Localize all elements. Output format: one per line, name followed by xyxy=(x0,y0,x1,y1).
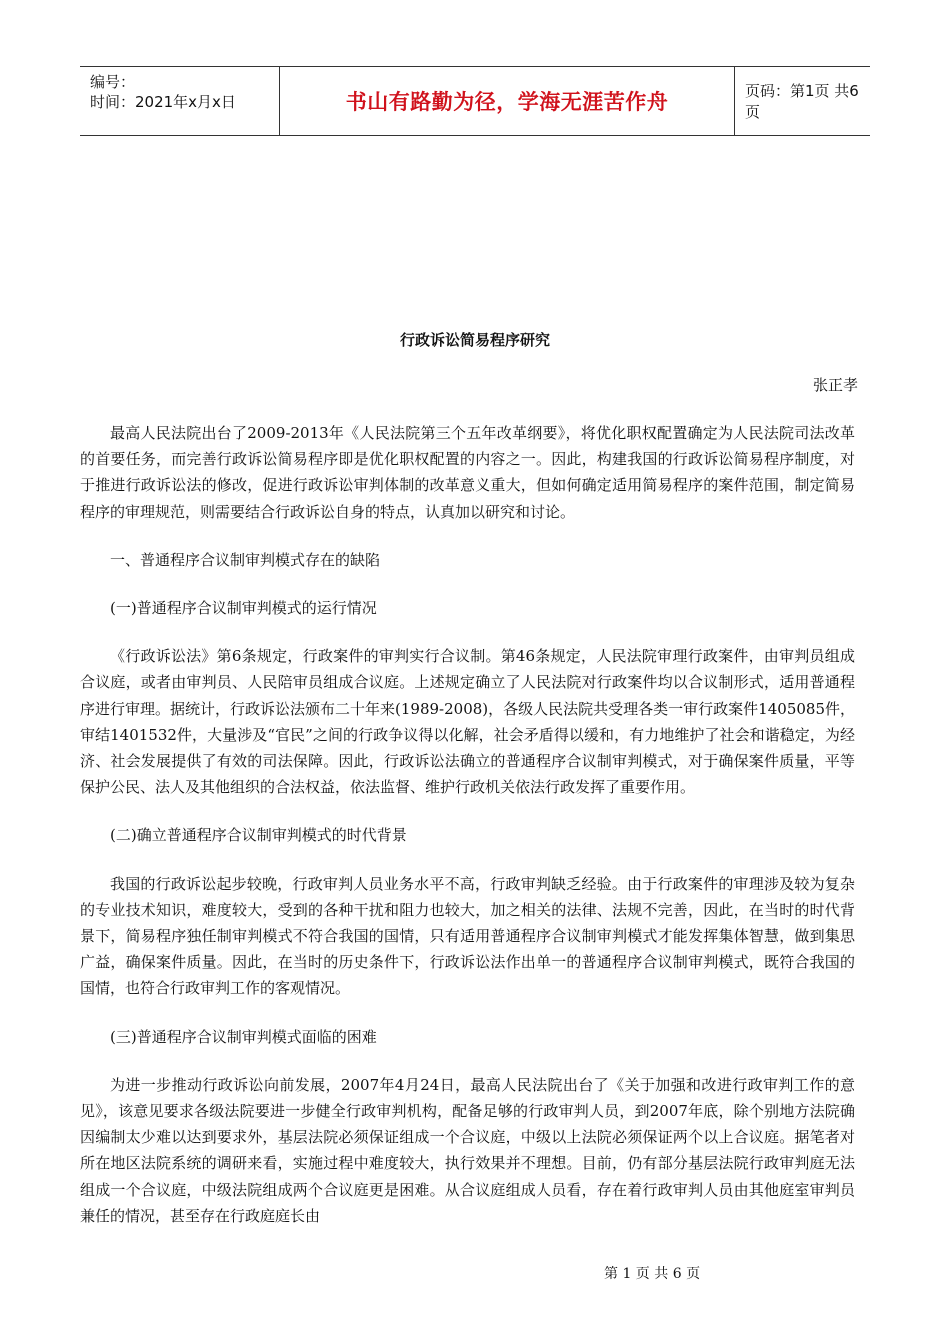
document-number-label: 编号： xyxy=(90,73,136,91)
paragraph-background: 我国的行政诉讼起步较晚，行政审判人员业务水平不高，行政审判缺乏经验。由于行政案件的审理涉及较为复杂的专业技术知识，难度较大，受到的各种干扰和阻力也较大，加之相关的法律、法规不完善，因此，在当时的时代背景下，简易程序独任制审判模式不符合我国的国情，只有适用普通程序合议制审判模式才能发挥集体智慧，做到集思广益，确保案件质量。因此，在当时的历史条件下，行政诉讼法作出单一的普通程序合议制审判模式，既符合我国的国情，也符合行政审判工作的客观情况。 xyxy=(80,874,855,998)
document-date-label: 时间：2021年x月x日 xyxy=(90,93,236,111)
section-heading-1: 一、普通程序合议制审判模式存在的缺陷 xyxy=(110,550,381,569)
paragraph-operation: 《行政诉讼法》第6条规定，行政案件的审判实行合议制。第46条规定，人民法院审理行政案件，由审判员组成合议庭，或者由审判员、人民陪审员组成合议庭。上述规定确立了人民法院对行政案件均以合议制形式，适用普通程序进行审理。据统计，行政诉讼法颁布二十年来(1989-2008)，各级人民法院共受理各类一审行政案件1405085件，审结1401532件，大量涉及“官民”之间的行政争议得以化解，社会矛盾得以缓和，有力地维护了社会和谐稳定，为经济、社会发展提供了有效的司法保障。因此，行政诉讼法确立的普通程序合议制审判模式，对于确保案件质量，平等保护公民、法人及其他组织的合法权益，依法监督、维护行政机关依法行政发挥了重要作用。 xyxy=(80,647,855,797)
subsection-heading-1-1: (一)普通程序合议制审判模式的运行情况 xyxy=(110,599,377,618)
subsection-heading-1-3: (三)普通程序合议制审判模式面临的困难 xyxy=(110,1027,377,1046)
header-motto-cell xyxy=(280,67,735,135)
header-meta xyxy=(80,67,280,135)
document-author: 张正孝 xyxy=(812,376,858,394)
header-motto: 书山有路勤为径，学海无涯苦作舟 xyxy=(345,90,669,114)
page-footer: 第 1 页 共 6 页 xyxy=(604,1266,701,1282)
document-body xyxy=(80,420,855,1229)
document-title: 行政诉讼简易程序研究 xyxy=(399,331,550,349)
subsection-heading-1-2: (二)确立普通程序合议制审判模式的时代背景 xyxy=(110,826,407,845)
page-header xyxy=(80,66,870,136)
header-page-info: 页码：第1页 共6页 xyxy=(745,82,859,121)
paragraph-intro: 最高人民法院出台了2009-2013年《人民法院第三个五年改革纲要》，将优化职权配置确定为人民法院司法改革的首要任务，而完善行政诉讼简易程序即是优化职权配置的内容之一。因此，构建我国的行政诉讼简易程序制度，对于推进行政诉讼法的修改，促进行政诉讼审判体制的改革意义重大，但如何确定适用简易程序的案件范围，制定简易程序的审理规范，则需要结合行政诉讼自身的特点，认真加以研究和讨论。 xyxy=(80,424,855,521)
paragraph-difficulties: 为进一步推动行政诉讼向前发展，2007年4月24日，最高人民法院出台了《关于加强和改进行政审判工作的意见》，该意见要求各级法院要进一步健全行政审判机构，配备足够的行政审判人员，到2007年底，除个别地方法院确因编制太少难以达到要求外，基层法院必须保证组成一个合议庭，中级以上法院必须保证两个以上合议庭。据笔者对所在地区法院系统的调研来看，实施过程中难度较大，执行效果并不理想。目前，仍有部分基层法院行政审判庭无法组成一个合议庭，中级法院组成两个合议庭更是困难。从合议庭组成人员看，存在着行政审判人员由其他庭室审判员兼任的情况，甚至存在行政庭庭长由 xyxy=(80,1075,855,1225)
